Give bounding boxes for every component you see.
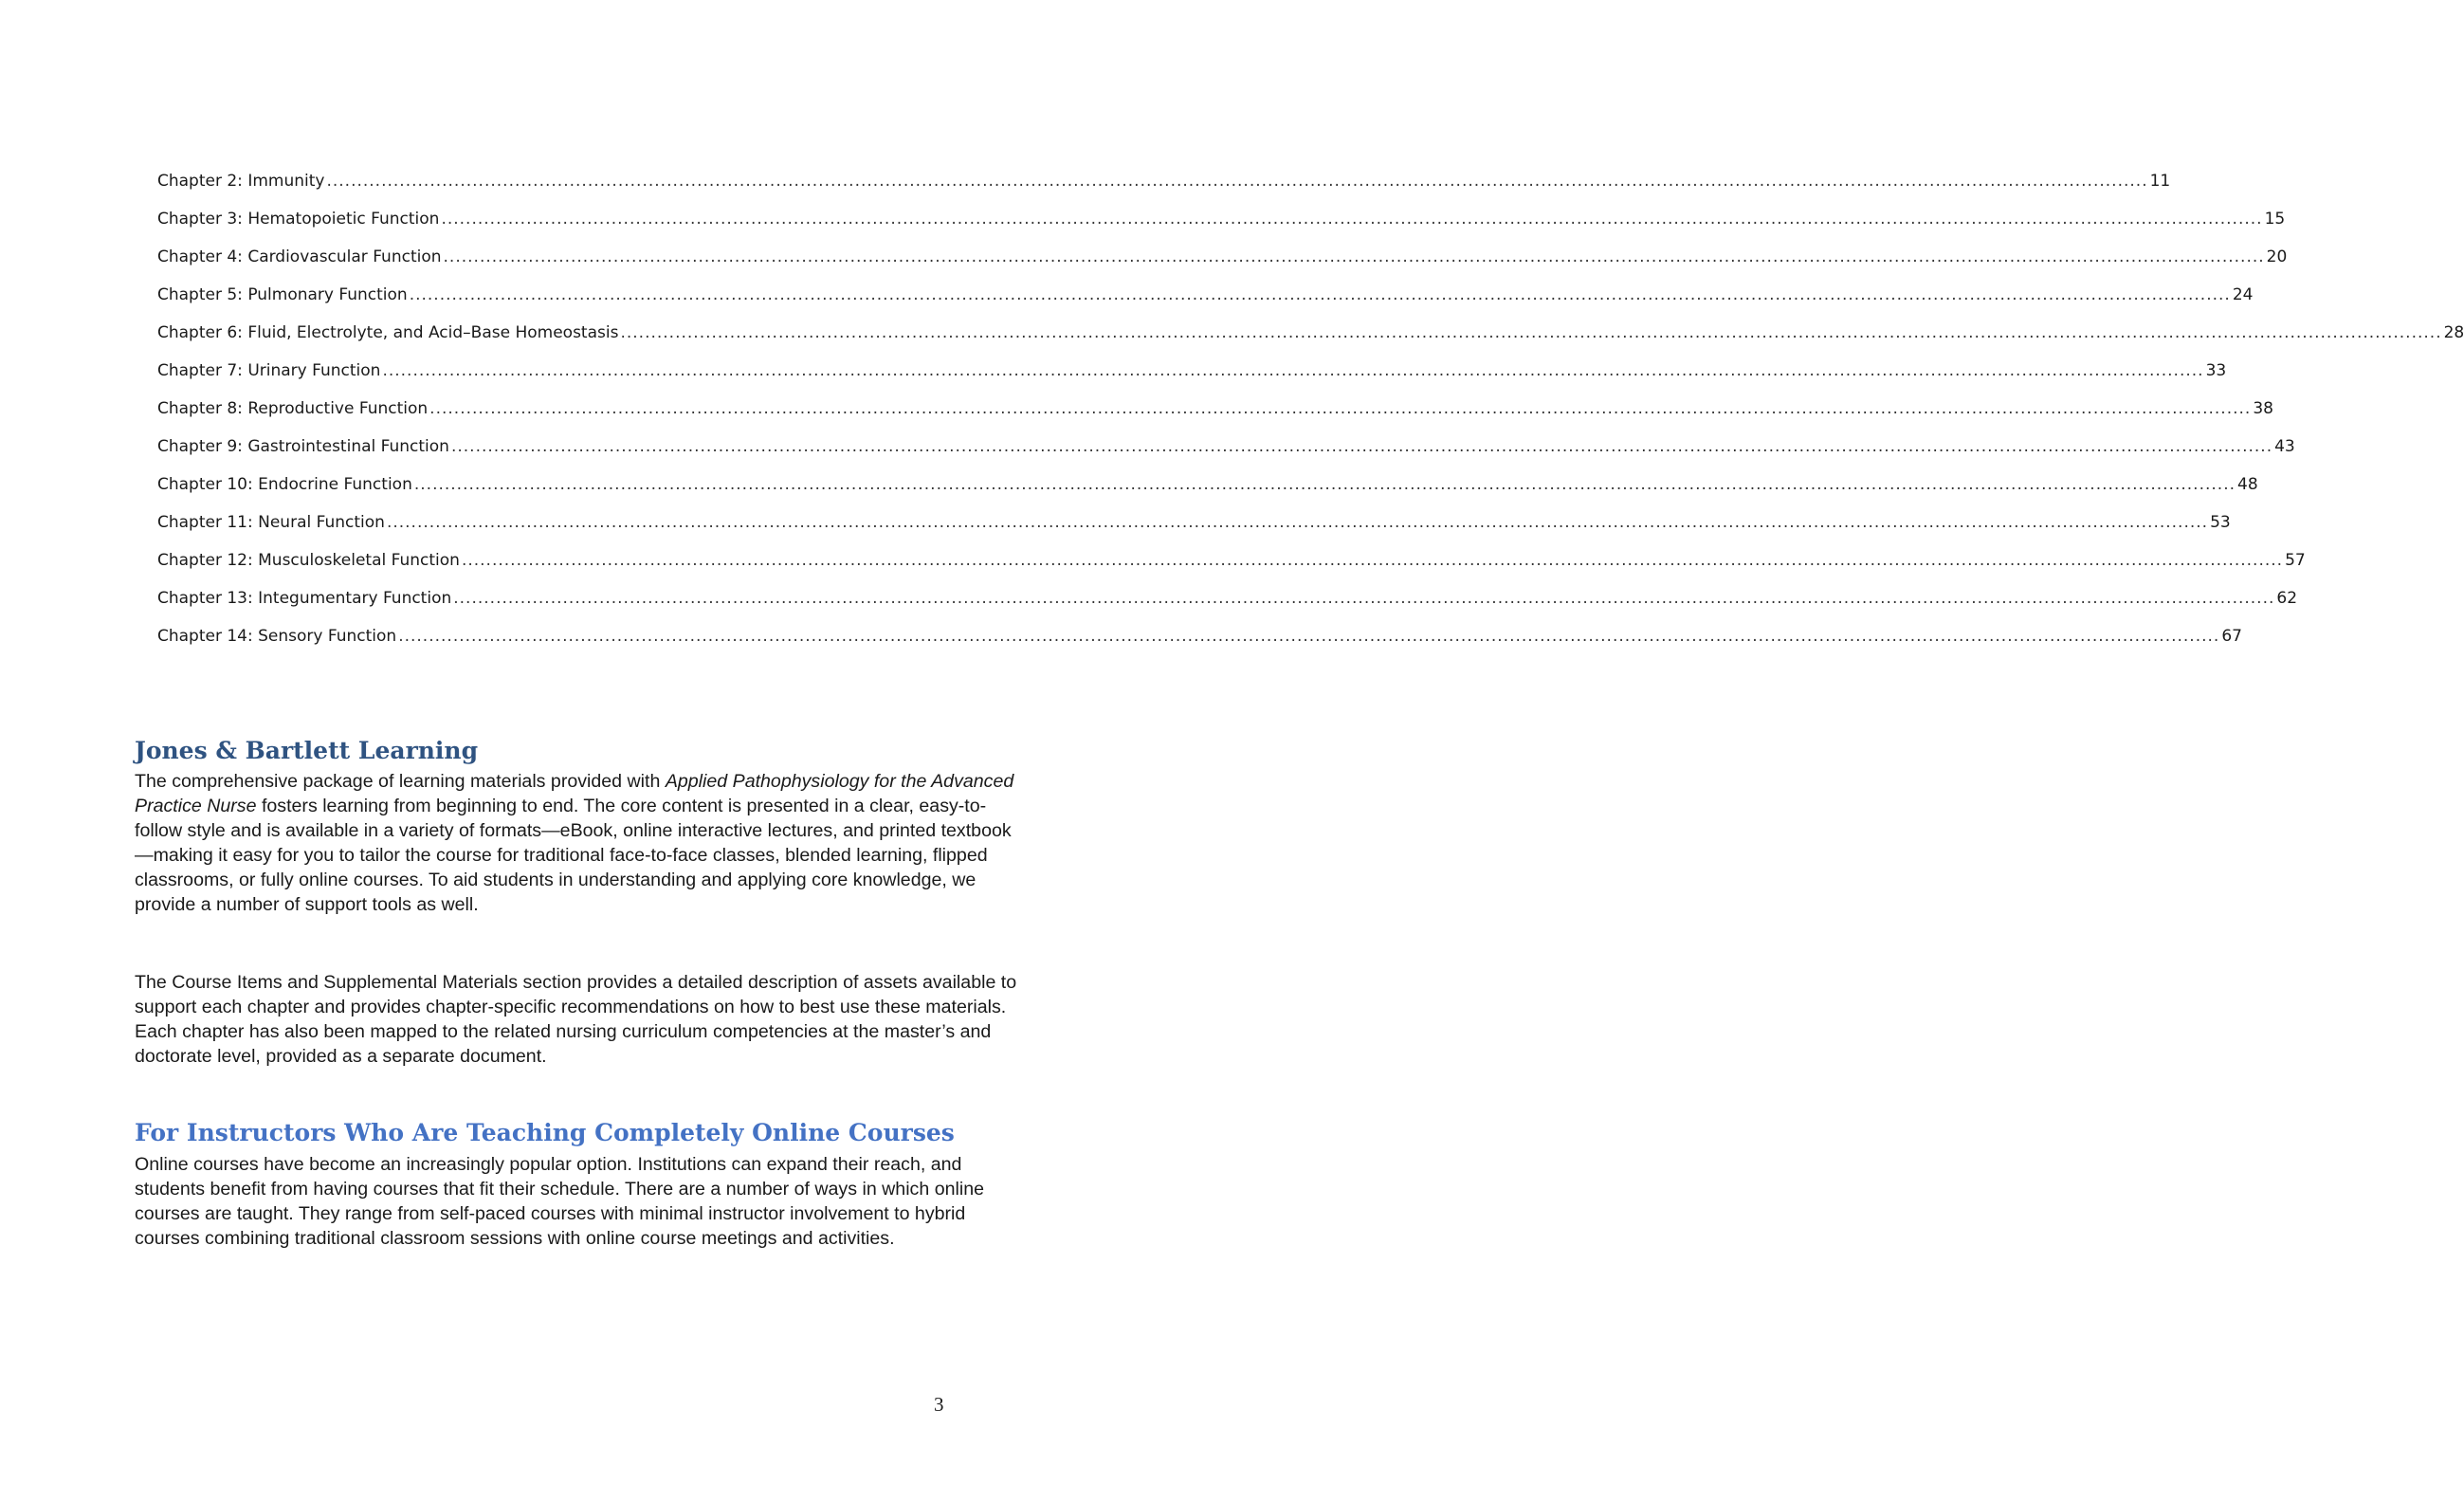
course-items-paragraph: The Course Items and Supplemental Materials section provides a detailed description of assets available to support each chapter and provides chapter-specific recommendations on how to best use these materials. Each chapter has also been mapped to the related nursing curriculum competencies at the master’s and doctorate level, provided as a separate document. <box>135 972 1017 1067</box>
toc-entry-title: Chapter 14: Sensory Function <box>157 627 397 646</box>
toc-entry-page: 62 <box>2276 589 2298 608</box>
intro-text-end: fosters learning from beginning to end. The core content is presented in a clear, easy-to-follow style and is available in a variety of formats—eBook, online interactive lectures, and printed textbook—making it easy for you to tailor the course for traditional face-to-face classes, blended learning, flipped classrooms, or fully online courses. To aid students in understanding and applying core knowledge, we provide a number of support tools as well. <box>135 796 1012 915</box>
toc-entry-page: 20 <box>2266 247 2288 266</box>
toc-entry-page: 48 <box>2237 475 2258 494</box>
book-title: Applied Pathophysiology for the Advanced Practice Nurse <box>135 771 1014 816</box>
toc-entry-title: Chapter 9: Gastrointestinal Function <box>157 437 449 456</box>
toc-entry-title: Chapter 12: Musculoskeletal Function <box>157 551 460 570</box>
toc-leader-dots: ............................................................................................................................................................................................................................................................................................................ <box>620 323 2442 342</box>
page-number: 3 <box>934 1393 944 1416</box>
toc-entry-page: 15 <box>2264 210 2286 229</box>
toc-leader-dots: ............................................................................................................................................................................................................................................................................................................ <box>443 247 2265 266</box>
toc-entry-title: Chapter 3: Hematopoietic Function <box>157 210 440 229</box>
toc-entry-title: Chapter 10: Endocrine Function <box>157 475 412 494</box>
toc-entry[interactable] <box>157 172 2171 210</box>
toc-entry-title: Chapter 5: Pulmonary Function <box>157 285 408 304</box>
online-courses-paragraph: Online courses have become an increasingly popular option. Institutions can expand their reach, and students benefit from having courses that fit their schedule. There are a number of ways in which online courses are taught. They range from self-paced courses with minimal instructor involvement to hybrid courses combining traditional classroom sessions with online course meetings and activities. <box>135 1154 984 1249</box>
toc-entry[interactable] <box>157 475 2258 513</box>
toc-entry-title: Chapter 4: Cardiovascular Function <box>157 247 442 266</box>
toc-entry-page: 38 <box>2253 399 2273 418</box>
toc-leader-dots: ............................................................................................................................................................................................................................................................................................................ <box>413 475 2236 494</box>
toc-entry[interactable] <box>157 361 2227 399</box>
intro-paragraph <box>135 769 1026 917</box>
toc-leader-dots: ............................................................................................................................................................................................................................................................................................................ <box>382 361 2204 380</box>
toc-entry[interactable] <box>157 589 2298 627</box>
toc-entry-page: 33 <box>2205 361 2227 380</box>
toc-leader-dots: ............................................................................................................................................................................................................................................................................................................ <box>461 551 2284 570</box>
toc-entry-page: 24 <box>2232 285 2254 304</box>
toc-entry[interactable] <box>157 247 2288 285</box>
toc-entry-page: 28 <box>2443 323 2464 342</box>
toc-entry-page: 57 <box>2285 551 2306 570</box>
toc-entry[interactable] <box>157 210 2286 247</box>
toc-entry-page: 11 <box>2149 172 2171 191</box>
toc-leader-dots: ............................................................................................................................................................................................................................................................................................................ <box>398 627 2220 646</box>
intro-text-start: The comprehensive package of learning materials provided with <box>135 771 666 792</box>
toc-leader-dots: ............................................................................................................................................................................................................................................................................................................ <box>326 172 2148 191</box>
toc-leader-dots: ............................................................................................................................................................................................................................................................................................................ <box>386 513 2209 532</box>
toc-entry[interactable] <box>157 323 2464 361</box>
toc-entry[interactable] <box>157 285 2254 323</box>
toc-entry-title: Chapter 11: Neural Function <box>157 513 385 532</box>
section-heading-online-courses: For Instructors Who Are Teaching Completely Online Courses <box>135 1119 955 1146</box>
toc-leader-dots: ............................................................................................................................................................................................................................................................................................................ <box>453 589 2275 608</box>
table-of-contents <box>157 172 2464 665</box>
toc-entry-title: Chapter 2: Immunity <box>157 172 325 191</box>
toc-entry[interactable] <box>157 627 2242 665</box>
toc-entry-page: 43 <box>2274 437 2295 456</box>
toc-entry-title: Chapter 7: Urinary Function <box>157 361 381 380</box>
toc-leader-dots: ............................................................................................................................................................................................................................................................................................................ <box>441 210 2263 229</box>
toc-leader-dots: ............................................................................................................................................................................................................................................................................................................ <box>429 399 2252 418</box>
toc-entry-page: 67 <box>2221 627 2242 646</box>
toc-entry[interactable] <box>157 399 2273 437</box>
toc-leader-dots: ............................................................................................................................................................................................................................................................................................................ <box>450 437 2273 456</box>
toc-leader-dots: ............................................................................................................................................................................................................................................................................................................ <box>409 285 2231 304</box>
toc-entry-page: 53 <box>2210 513 2231 532</box>
toc-entry-title: Chapter 6: Fluid, Electrolyte, and Acid–Base Homeostasis <box>157 323 619 342</box>
toc-entry[interactable] <box>157 513 2231 551</box>
toc-entry-title: Chapter 13: Integumentary Function <box>157 589 452 608</box>
toc-entry-title: Chapter 8: Reproductive Function <box>157 399 429 418</box>
toc-entry[interactable] <box>157 437 2295 475</box>
toc-entry[interactable] <box>157 551 2306 589</box>
section-heading-jones-bartlett: Jones & Bartlett Learning <box>135 737 479 764</box>
